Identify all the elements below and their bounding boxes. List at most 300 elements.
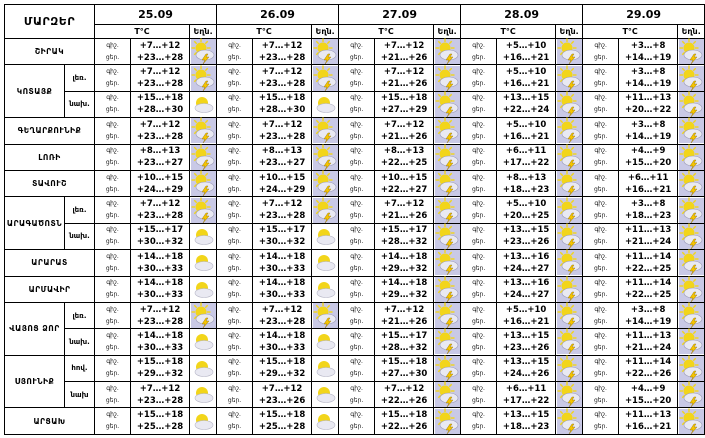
day-temperature: +29…+32 [258,369,306,380]
day-label: ցեր. [471,264,486,272]
night-temperature: +6…+11 [505,383,547,394]
day-label: ցեր. [227,106,242,114]
temperature-cell [253,329,312,355]
night-label: գիշ. [106,226,119,234]
sun-cloud-lightning-icon [556,170,583,196]
sun-cloud-lightning-icon [678,408,705,434]
temperature-cell [131,144,190,170]
day-temperature: +16…+21 [502,52,550,63]
time-labels [461,355,497,381]
sun-cloud-lightning-icon [434,302,461,328]
day-temperature: +23…+26 [502,237,550,248]
night-temperature: +6…+11 [627,172,669,183]
temperature-cell [253,39,312,65]
time-labels [339,408,375,434]
night-temperature: +15…+17 [258,225,306,236]
day-temperature: +23…+28 [258,131,306,142]
temperature-cell [375,118,434,144]
partly-cloudy-icon [312,408,339,434]
time-labels [583,408,619,434]
day-temperature: +30…+33 [136,290,184,301]
date-header: 27.09 [339,5,461,25]
day-label: ցեր. [349,423,364,431]
time-labels [461,382,497,408]
day-label: ցեր. [227,317,242,325]
night-label: գիշ. [350,252,363,260]
forecast-row [5,250,705,276]
night-temperature: +15…+18 [136,357,184,368]
day-temperature: +27…+30 [380,369,428,380]
time-labels [583,302,619,328]
night-temperature: +7…+12 [383,199,425,210]
time-labels [95,39,131,65]
time-labels [583,39,619,65]
night-temperature: +7…+12 [139,199,181,210]
night-temperature: +11…+13 [624,410,672,421]
day-label: ցեր. [471,132,486,140]
day-temperature: +22…+24 [502,105,550,116]
temperature-cell [619,302,678,328]
time-labels [461,118,497,144]
time-labels [217,91,253,117]
zone-label: նախ [65,382,95,408]
day-temperature: +23…+28 [136,79,184,90]
temperature-cell [131,355,190,381]
region-name: ԱՐՑԱԽ [5,408,95,434]
sun-cloud-lightning-icon [434,144,461,170]
day-label: ցեր. [105,291,120,299]
day-label: ցեր. [105,370,120,378]
time-labels [95,144,131,170]
temperature-cell [619,276,678,302]
night-temperature: +5…+10 [505,40,547,51]
sun-cloud-lightning-icon [556,382,583,408]
night-label: գիշ. [106,94,119,102]
temperature-cell [497,144,556,170]
night-temperature: +15…+18 [136,410,184,421]
day-temperature: +21…+26 [380,211,428,222]
night-label: գիշ. [350,68,363,76]
sun-cloud-lightning-icon [678,170,705,196]
forecast-row [5,329,705,355]
time-labels [339,118,375,144]
day-temperature: +14…+19 [624,79,672,90]
day-temperature: +24…+27 [502,290,550,301]
day-label: ցեր. [471,317,486,325]
night-temperature: +15…+17 [380,330,428,341]
night-label: գիշ. [106,120,119,128]
night-temperature: +14…+18 [136,278,184,289]
day-label: ցեր. [593,185,608,193]
time-labels [583,276,619,302]
night-label: գիշ. [228,358,241,366]
night-label: գիշ. [472,384,485,392]
sun-cloud-lightning-icon [556,118,583,144]
night-temperature: +7…+12 [383,383,425,394]
sun-cloud-lightning-icon [556,223,583,249]
zone-label: լեռ. [65,302,95,328]
sun-cloud-lightning-icon [312,302,339,328]
time-labels [461,302,497,328]
day-label: ցեր. [227,185,242,193]
night-temperature: +7…+12 [139,119,181,130]
time-labels [583,250,619,276]
zone-label: լեռ. [65,197,95,223]
day-label: ցեր. [471,291,486,299]
time-labels [339,39,375,65]
day-temperature: +15…+20 [624,395,672,406]
partly-cloudy-icon [312,91,339,117]
partly-cloudy-icon [312,382,339,408]
sun-cloud-lightning-icon [678,223,705,249]
sun-cloud-lightning-icon [434,197,461,223]
night-temperature: +7…+12 [383,40,425,51]
day-temperature: +21…+26 [380,131,428,142]
day-label: ցեր. [593,53,608,61]
temperature-cell [375,355,434,381]
night-label: գիշ. [594,279,607,287]
sun-cloud-lightning-icon [434,276,461,302]
day-temperature: +24…+29 [136,184,184,195]
sun-cloud-lightning-icon [678,65,705,91]
day-temperature: +21…+24 [624,237,672,248]
night-label: գիշ. [350,226,363,234]
day-temperature: +23…+26 [258,395,306,406]
temperature-cell [253,197,312,223]
night-label: գիշ. [472,305,485,313]
temperature-cell [497,170,556,196]
time-labels [95,250,131,276]
night-temperature: +14…+18 [380,278,428,289]
day-label: ցեր. [227,423,242,431]
time-labels [461,250,497,276]
sky-header: Եղն. [678,25,705,39]
time-labels [217,197,253,223]
night-label: գիշ. [472,94,485,102]
night-label: գիշ. [106,331,119,339]
partly-cloudy-icon [190,382,217,408]
temperature-cell [619,223,678,249]
time-labels [217,118,253,144]
night-temperature: +4…+9 [630,146,666,157]
night-temperature: +14…+18 [258,278,306,289]
temperature-cell [619,250,678,276]
forecast-row [5,118,705,144]
sun-cloud-lightning-icon [556,144,583,170]
night-label: գիշ. [472,200,485,208]
day-temperature: +23…+28 [258,79,306,90]
region-name: ԱՐԱԳԱԾՈՏՆ [5,197,65,250]
day-temperature: +24…+26 [502,369,550,380]
day-label: ցեր. [471,159,486,167]
day-label: ցեր. [593,423,608,431]
temperature-cell [131,302,190,328]
sun-cloud-lightning-icon [312,144,339,170]
temperature-cell [375,144,434,170]
time-labels [95,91,131,117]
night-label: գիշ. [350,173,363,181]
night-label: գիշ. [594,173,607,181]
day-temperature: +21…+26 [380,316,428,327]
sun-cloud-lightning-icon [434,250,461,276]
day-label: ցեր. [227,212,242,220]
temperature-cell [131,408,190,434]
temperature-cell [497,197,556,223]
day-temperature: +15…+20 [624,158,672,169]
temperature-cell [619,355,678,381]
day-temperature: +22…+25 [624,290,672,301]
time-labels [461,223,497,249]
time-labels [95,302,131,328]
time-labels [95,408,131,434]
night-label: գիշ. [106,173,119,181]
night-temperature: +14…+18 [258,251,306,262]
temperature-cell [253,355,312,381]
day-temperature: +23…+28 [136,316,184,327]
day-temperature: +18…+23 [502,422,550,433]
sun-cloud-lightning-icon [434,382,461,408]
sky-header: Եղն. [434,25,461,39]
day-label: ցեր. [227,370,242,378]
sun-cloud-lightning-icon [434,355,461,381]
night-label: գիշ. [106,358,119,366]
region-name: ԱՐԱՐԱՏ [5,250,95,276]
time-labels [217,144,253,170]
time-labels [217,329,253,355]
night-temperature: +6…+11 [505,146,547,157]
region-name: ՏԱՎՈՒՇ [5,170,95,196]
day-label: ցեր. [593,343,608,351]
day-label: ցեր. [349,53,364,61]
night-label: գիշ. [228,384,241,392]
night-temperature: +3…+8 [630,67,666,78]
time-labels [95,382,131,408]
sky-header: Եղն. [190,25,217,39]
forecast-row [5,39,705,65]
regions-header: ՄԱՐԶԵՐ [5,5,95,39]
sun-cloud-lightning-icon [556,65,583,91]
temperature-cell [131,170,190,196]
night-temperature: +13…+15 [502,93,550,104]
night-label: գիշ. [350,331,363,339]
sun-cloud-lightning-icon [434,91,461,117]
night-temperature: +15…+18 [380,93,428,104]
day-label: ցեր. [593,396,608,404]
night-temperature: +14…+18 [136,251,184,262]
date-header: 26.09 [217,5,339,25]
temperature-cell [375,223,434,249]
night-label: գիշ. [228,305,241,313]
day-label: ցեր. [593,80,608,88]
date-header: 28.09 [461,5,583,25]
sun-cloud-lightning-icon [678,91,705,117]
day-temperature: +14…+19 [624,316,672,327]
partly-cloudy-icon [190,223,217,249]
day-label: ցեր. [227,396,242,404]
temperature-cell [497,39,556,65]
night-label: գիշ. [106,147,119,155]
night-label: գիշ. [106,305,119,313]
day-temperature: +23…+27 [136,158,184,169]
forecast-row [5,197,705,223]
night-temperature: +14…+18 [258,330,306,341]
night-label: գիշ. [594,68,607,76]
temperature-cell [131,197,190,223]
sun-cloud-lightning-icon [190,170,217,196]
time-labels [217,65,253,91]
night-label: գիշ. [594,200,607,208]
night-temperature: +10…+15 [136,172,184,183]
night-temperature: +13…+15 [502,357,550,368]
night-label: գիշ. [594,120,607,128]
time-labels [583,223,619,249]
sun-cloud-lightning-icon [678,355,705,381]
day-label: ցեր. [593,291,608,299]
time-labels [339,276,375,302]
night-label: գիշ. [472,173,485,181]
day-label: ցեր. [471,106,486,114]
night-label: գիշ. [228,120,241,128]
night-temperature: +13…+15 [502,225,550,236]
day-temperature: +14…+19 [624,52,672,63]
temperature-cell [619,329,678,355]
sun-cloud-lightning-icon [312,170,339,196]
day-label: ցեր. [349,264,364,272]
partly-cloudy-icon [312,223,339,249]
temperature-cell [375,197,434,223]
night-temperature: +8…+13 [261,146,303,157]
day-temperature: +17…+22 [502,158,550,169]
day-temperature: +20…+22 [624,105,672,116]
day-temperature: +30…+33 [258,263,306,274]
day-label: ցեր. [349,80,364,88]
sun-cloud-lightning-icon [434,408,461,434]
temperature-cell [253,91,312,117]
partly-cloudy-icon [190,276,217,302]
night-temperature: +7…+12 [261,67,303,78]
time-labels [217,223,253,249]
temperature-cell [253,223,312,249]
night-temperature: +14…+18 [380,251,428,262]
night-label: գիշ. [106,384,119,392]
partly-cloudy-icon [190,329,217,355]
day-label: ցեր. [349,317,364,325]
day-label: ցեր. [471,185,486,193]
day-label: ցեր. [105,396,120,404]
time-labels [461,144,497,170]
time-labels [461,39,497,65]
forecast-panel [4,4,701,434]
time-labels [217,276,253,302]
night-label: գիշ. [350,94,363,102]
time-labels [339,197,375,223]
date-header: 29.09 [583,5,705,25]
time-labels [583,118,619,144]
night-label: գիշ. [472,411,485,419]
day-temperature: +21…+24 [624,342,672,353]
temperature-cell [375,276,434,302]
night-temperature: +5…+10 [505,67,547,78]
day-temperature: +30…+33 [136,342,184,353]
sun-cloud-lightning-icon [434,65,461,91]
night-temperature: +10…+15 [380,172,428,183]
temperature-cell [619,65,678,91]
night-temperature: +15…+18 [258,410,306,421]
night-label: գիշ. [594,411,607,419]
temperature-cell [497,276,556,302]
forecast-row [5,170,705,196]
region-name: ՍՅՈՒՆԻՔ [5,355,65,408]
night-label: գիշ. [106,411,119,419]
time-labels [583,329,619,355]
temperature-cell [375,382,434,408]
temperature-cell [375,170,434,196]
sun-cloud-lightning-icon [678,39,705,65]
sun-cloud-lightning-icon [556,329,583,355]
day-label: ցեր. [349,159,364,167]
day-label: ցեր. [227,343,242,351]
sun-cloud-lightning-icon [434,170,461,196]
sun-cloud-lightning-icon [556,91,583,117]
day-temperature: +30…+32 [136,237,184,248]
region-name: ԳԵՂԱՐՔՈՒՆԻՔ [5,118,95,144]
time-labels [461,197,497,223]
day-temperature: +16…+21 [502,131,550,142]
sun-cloud-lightning-icon [678,276,705,302]
time-labels [339,382,375,408]
night-temperature: +5…+10 [505,199,547,210]
night-label: գիշ. [106,279,119,287]
zone-label: նախ. [65,329,95,355]
night-temperature: +3…+8 [630,199,666,210]
day-temperature: +18…+23 [502,184,550,195]
temperature-cell [253,382,312,408]
time-labels [583,197,619,223]
region-name: ԼՈՌԻ [5,144,95,170]
sun-cloud-lightning-icon [556,408,583,434]
night-temperature: +4…+9 [630,383,666,394]
sun-cloud-lightning-icon [434,118,461,144]
temperature-header: T°C [583,25,678,39]
day-temperature: +24…+27 [502,263,550,274]
partly-cloudy-icon [312,329,339,355]
day-label: ցեր. [227,80,242,88]
time-labels [217,39,253,65]
forecast-row [5,276,705,302]
temperature-header: T°C [217,25,312,39]
day-temperature: +22…+25 [624,263,672,274]
night-temperature: +7…+12 [261,383,303,394]
temperature-cell [253,144,312,170]
temperature-cell [375,65,434,91]
day-temperature: +16…+21 [502,316,550,327]
temperature-cell [619,118,678,144]
night-label: գիշ. [594,252,607,260]
night-temperature: +7…+12 [383,304,425,315]
day-label: ցեր. [349,185,364,193]
day-temperature: +25…+28 [258,422,306,433]
day-label: ցեր. [105,132,120,140]
night-temperature: +8…+13 [139,146,181,157]
night-temperature: +7…+12 [139,67,181,78]
temperature-cell [497,91,556,117]
day-temperature: +16…+21 [624,422,672,433]
sun-cloud-lightning-icon [312,65,339,91]
night-temperature: +13…+16 [502,278,550,289]
zone-label: հով. [65,355,95,381]
day-label: ցեր. [593,132,608,140]
time-labels [339,250,375,276]
